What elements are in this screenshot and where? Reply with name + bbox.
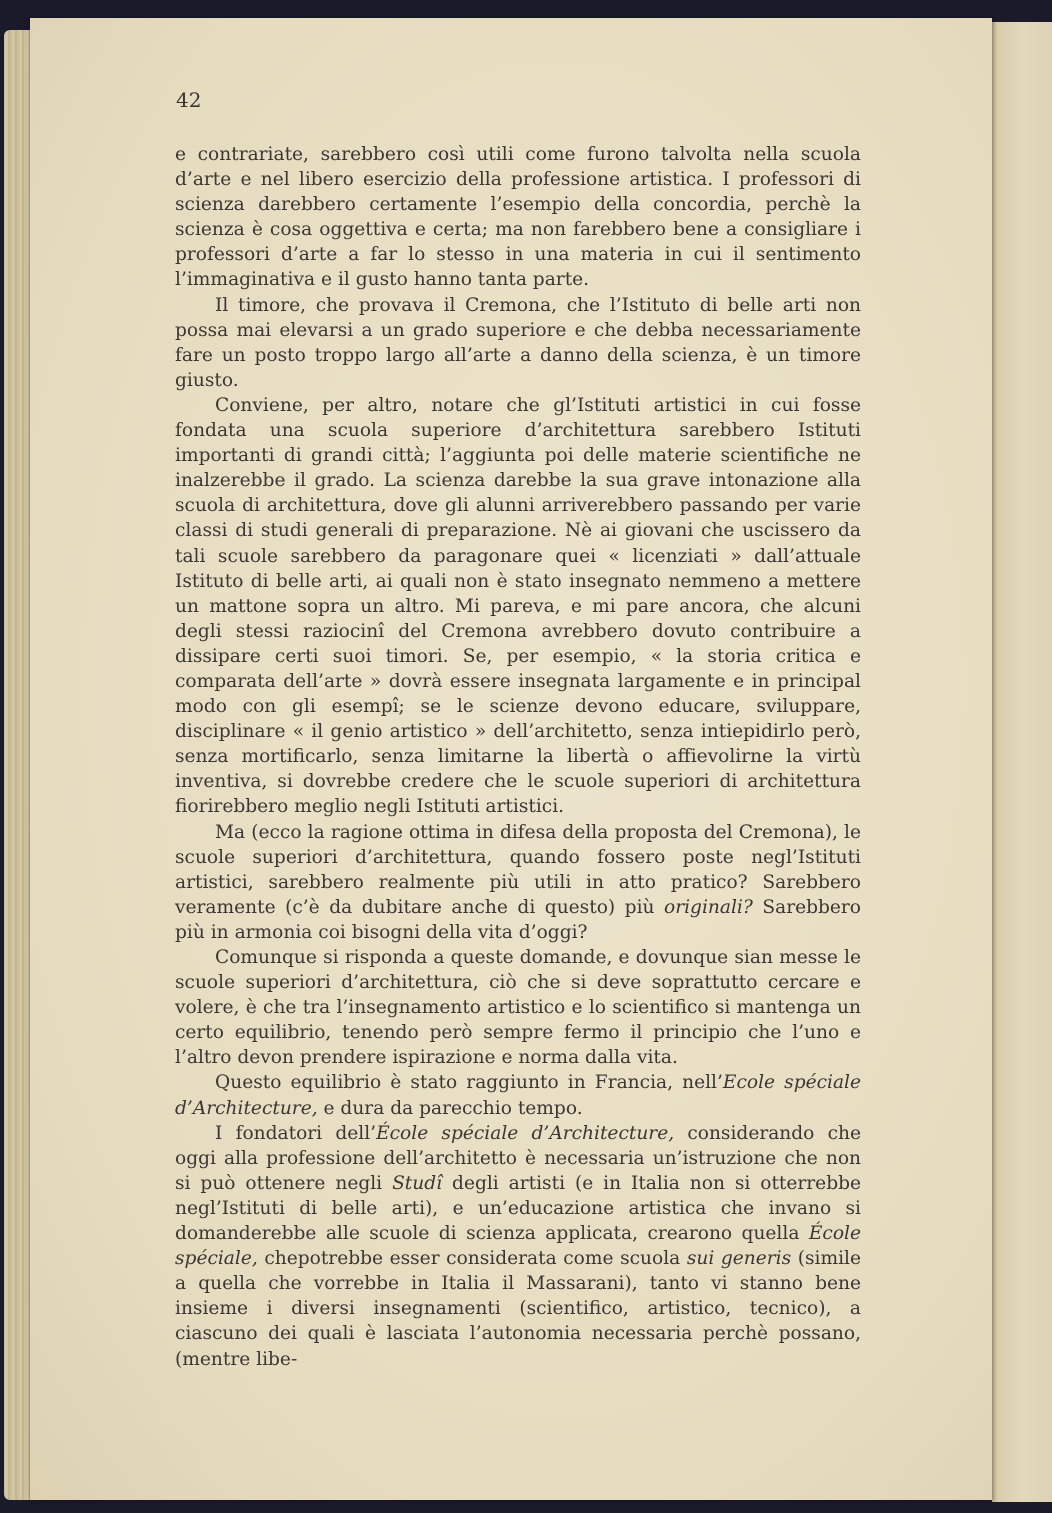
text-run: I fondatori dell’ — [215, 1122, 377, 1144]
paragraph — [175, 1121, 861, 1372]
body-text — [175, 142, 861, 1372]
paragraph — [175, 820, 861, 945]
italic-text: École spéciale d’Architecture, — [376, 1122, 675, 1144]
text-run: chepotrebbe esser considerata come scuola — [257, 1248, 687, 1270]
page-number: 42 — [176, 88, 202, 112]
paragraph — [175, 945, 861, 1070]
text-run: Sarebbero più in armonia coi bisogni della vita d’oggi? — [175, 896, 861, 943]
paragraph — [175, 293, 861, 393]
italic-text: sui generis — [686, 1248, 792, 1270]
italic-text: École spéciale, — [175, 1223, 861, 1270]
text-run: Il timore, che provava il Cremona, che l’Istituto di belle arti non possa mai elevarsi a un grado superiore e che debba necessariamente fare un posto troppo largo all’arte a danno della scienza, è un timore giusto. — [175, 294, 861, 391]
text-run: Questo equilibrio è stato raggiunto in Francia, nell’ — [215, 1072, 723, 1094]
paragraph — [175, 393, 861, 820]
text-run: e contrariate, sarebbero così utili come furono talvolta nella scuola d’arte e nel libero esercizio della professione artistica. I professori di scienza darebbero certamente l’esempio della concordia, perchè la scienza è cosa oggettiva e certa; ma non farebbero bene a consigliare i professori d’arte a far lo stesso in una materia in cui il sentimento l’immaginativa e il gusto hanno tanta parte. — [175, 144, 861, 291]
text-run: considerando che oggi alla professione dell’architetto è necessaria un’istruzione che non si può ottenere negli — [175, 1122, 861, 1194]
paragraph — [175, 1070, 861, 1120]
italic-text: originali? — [664, 896, 753, 918]
italic-text: Studî — [392, 1172, 443, 1194]
italic-text: Ecole spéciale d’Architecture, — [175, 1072, 861, 1119]
text-run: e dura da parecchio tempo. — [317, 1097, 583, 1119]
text-run: Conviene, per altro, notare che gl’Istituti artistici in cui fosse fondata una scuola superiore d’architettura sarebbero Istituti importanti di grandi città; l’aggiunta poi delle materie scientifiche ne inalzerebbe il grado. La scienza darebbe la sua grave intonazione alla scuola di architettura, dove gli alunni arriverebbero passando per varie classi di studi generali di preparazione. Nè ai giovani che uscissero da tali scuole sarebbero da paragonare quei « licenziati » dall’attuale Istituto di belle arti, ai quali non è stato insegnato nemmeno a mettere un mattone sopra un altro. Mi pareva, e mi pare ancora, che alcuni degli stessi raziocinî del Cremona avrebbero dovuto contribuire a dissipare certi suoi timori. Se, per esempio, « la storia critica e comparata dell’arte » dovrà essere insegnata largamente e in principal modo con gli esempî; se le scienze devono educare, sviluppare, disciplinare « il genio artistico » dell’architetto, senza intiepidirlo però, senza mortificarlo, senza limitarne la libertà o affievolirne la virtù inventiva, si dovrebbe credere che le scuole superiori di architettura fiorirebbero meglio negli Istituti artistici. — [175, 394, 861, 818]
text-run: Comunque si risponda a queste domande, e dovunque sian messe le scuole superiori d’architettura, ciò che si deve soprattutto cercare e volere, è che tra l’insegnamento artistico e lo scientifico si mantenga un certo equilibrio, tenendo però sempre fermo il principio che l’uno e l’altro devon prendere ispirazione e norma dalla vita. — [175, 947, 861, 1069]
text-run: Ma (ecco la ragione ottima in difesa della proposta del Cremona), le scuole superiori d’architettura, quando fossero poste negl’Istituti artistici, sarebbero realmente più utili in atto pratico? Sarebbero veramente (c’è da dubitare anche di questo) più — [175, 821, 861, 918]
text-run: degli artisti (e in Italia non si otterrebbe negl’Istituti di belle arti), e un’educazione artistica che invano si domanderebbe alle scuole di scienza applicata, crearono quella — [175, 1172, 861, 1245]
text-run: (simile a quella che vorrebbe in Italia il Massarani), tanto vi stanno bene insieme i diversi insegnamenti (scientifico, artistico, tecnico), a ciascuno dei quali è lasciata l’autonomia necessaria perchè possano, (mentre libe- — [175, 1248, 861, 1370]
paragraph — [175, 142, 861, 293]
facing-page-edge — [992, 22, 1052, 1502]
